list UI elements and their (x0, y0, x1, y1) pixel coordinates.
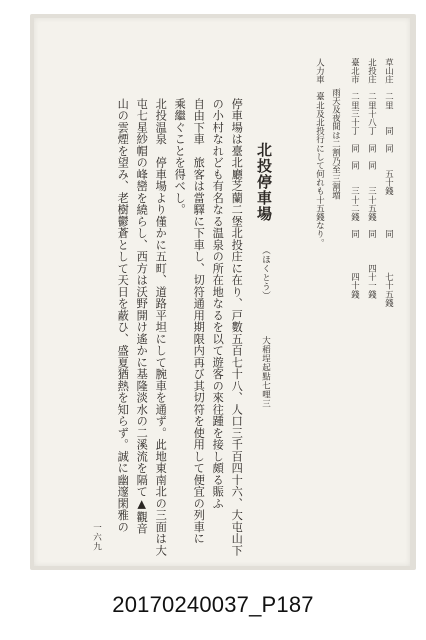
body-line-7: 山の雲煙を望み、老樹鬱蒼として天日を蔽ひ、盛夏猶熱を知らず。誠に幽邃閑雅の (116, 98, 130, 533)
station-title: 北投停車場 (255, 142, 273, 222)
body-line-3: 自由下車 旅客は當驛に下車し、切符通用期限内再び其切符を使用して便宜の列車に (192, 98, 206, 545)
page-number: 一六九 (91, 523, 102, 552)
fare-row-taihoku: 臺北市 二里三十丁 同 同 三十二錢 同 四十錢 (350, 58, 361, 299)
body-line-2: の小村なれども有名なる温泉の所在地なるを以て遊客の來往踵を接し頗る賑ふ (211, 98, 225, 510)
document-page (34, 18, 410, 566)
station-distance: 大稻埕起點七哩三 (260, 336, 271, 408)
fare-row-hokuto: 北投庄 二里十八丁 同 同 三十五錢 同 四十一錢 (367, 58, 378, 299)
image-caption: 20170240037_P187 (112, 592, 314, 617)
fare-note-rain: 雨天及夜間は二割乃至三割増 (331, 88, 342, 200)
station-reading: （ほくとう） (260, 246, 271, 300)
body-line-1: 停車場は臺北廳芝蘭二堡北投庄に在り、戸數五百七十八、人口三千百四十六、大屯山下 (230, 98, 244, 557)
fare-row-kusayama: 草山庄 二里 同 同 五十錢 同 七十五錢 (384, 58, 395, 308)
fare-note-rickshaw: 人力車 臺北及北投行にして何れも十五錢なり。 (315, 58, 326, 247)
body-line-6: 屯七星紗帽の峰巒を繞らし、西方は沃野開け遙かに基隆淡水の二溪流を隔て▲觀音 (135, 98, 149, 535)
body-line-4: 乘繼ぐことを得べし。 (173, 98, 187, 216)
body-line-5: 北投温泉 停車場より僅かに五町、道路平坦にして腕車を通ず。此地東南北の三面は大 (154, 98, 168, 557)
